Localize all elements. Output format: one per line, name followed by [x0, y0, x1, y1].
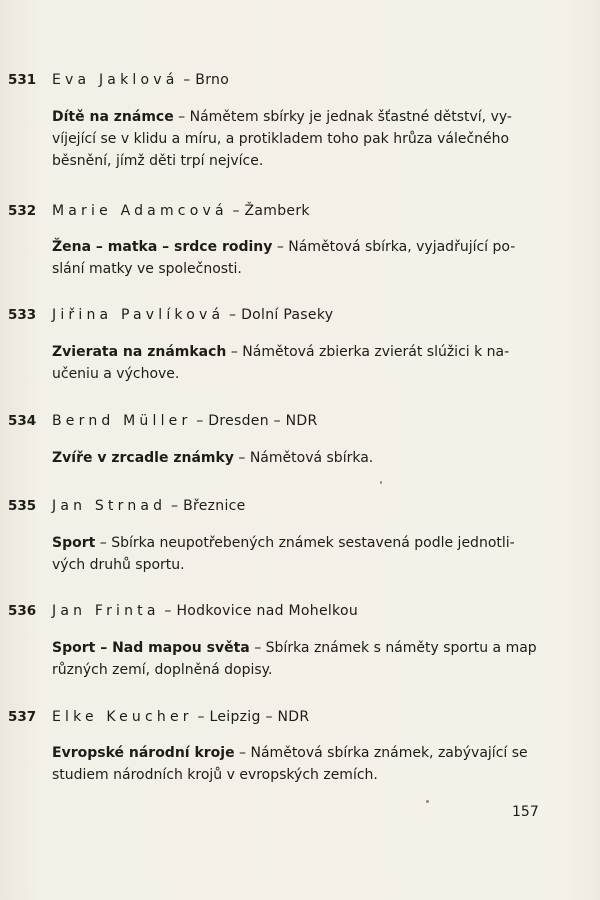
entry-heading-537: [8, 708, 309, 726]
show-through-text: [270, 72, 274, 86]
entry-description-537: [52, 742, 540, 786]
exhibit-description: – Námětová sbírka.: [233, 450, 374, 466]
page-number: 157: [512, 804, 539, 820]
entry-heading-535: [8, 497, 246, 515]
exhibit-title: Žena – matka – srdce rodiny: [52, 239, 273, 255]
exhibitor-name: Bernd Müller: [52, 413, 192, 429]
entry-heading-531: [8, 71, 229, 89]
exhibit-title: Zvíře v zrcadle známky: [52, 450, 234, 466]
entry-number: 533: [8, 307, 37, 323]
description-line: různých zemí, doplněná dopisy.: [52, 662, 273, 678]
description-line: vých druhů sportu.: [52, 557, 185, 573]
exhibitor-place: – Dresden – NDR: [191, 413, 318, 429]
entry-description-534: [52, 447, 540, 469]
entry-heading-533: [8, 306, 333, 324]
entry-number: 537: [8, 709, 37, 725]
entry-number: 536: [8, 603, 37, 619]
entry-number: 531: [8, 72, 37, 88]
description-line: slání matky ve společnosti.: [52, 261, 242, 277]
entry-number: 534: [8, 413, 37, 429]
exhibitor-name: Eva Jaklová: [52, 72, 179, 88]
description-line: víjející se v klidu a míru, a protikladem toho pak hrůza válečného: [52, 131, 510, 147]
exhibit-title: Zvierata na známkach: [52, 344, 227, 360]
print-speck: [380, 481, 382, 484]
description-line: studiem národních krojů v evropských zemích.: [52, 767, 378, 783]
exhibit-description: – Sbírka známek s náměty sportu a map: [249, 640, 537, 656]
exhibitor-name: Jan Strnad: [52, 498, 167, 514]
exhibit-title: Sport: [52, 535, 96, 551]
exhibit-description: – Sbírka neupotřebených známek sestavená podle jednotli-: [95, 535, 515, 551]
entry-number: 532: [8, 203, 37, 219]
exhibitor-place: – Leipzig – NDR: [192, 709, 310, 725]
exhibitor-place: – Dolní Paseky: [224, 307, 334, 323]
entry-heading-534: [8, 412, 318, 430]
exhibitor-place: – Březnice: [166, 498, 246, 514]
exhibit-title: Evropské národní kroje: [52, 745, 235, 761]
exhibitor-name: Elke Keucher: [52, 709, 193, 725]
entry-description-532: [52, 236, 540, 280]
exhibitor-name: Jiřina Pavlíková: [52, 307, 225, 323]
entry-description-536: [52, 637, 540, 681]
exhibit-description: – Námětová zbierka zvierát slúžici k na-: [226, 344, 510, 360]
exhibitor-place: – Hodkovice nad Mohelkou: [159, 603, 359, 619]
exhibitor-name: Jan Frinta: [52, 603, 160, 619]
exhibit-title: Dítě na známce: [52, 109, 174, 125]
entry-description-535: [52, 532, 540, 576]
entry-description-533: [52, 341, 540, 385]
description-line: učeniu a výchove.: [52, 366, 180, 382]
description-line: běsnění, jímž děti trpí nejvíce.: [52, 153, 264, 169]
entry-heading-532: [8, 202, 310, 220]
exhibitor-place: – Žamberk: [227, 203, 310, 219]
exhibit-title: Sport – Nad mapou světa: [52, 640, 250, 656]
exhibit-description: – Námětová sbírka známek, zabývající se: [234, 745, 528, 761]
exhibit-description: – Námětová sbírka, vyjadřující po-: [272, 239, 516, 255]
entry-heading-536: [8, 602, 358, 620]
print-speck: [426, 800, 429, 803]
entry-description-531: [52, 106, 540, 172]
entry-number: 535: [8, 498, 37, 514]
exhibitor-place: – Brno: [178, 72, 230, 88]
exhibit-description: – Námětem sbírky je jednak šťastné dětství, vy-: [173, 109, 512, 125]
exhibitor-name: Marie Adamcová: [52, 203, 228, 219]
